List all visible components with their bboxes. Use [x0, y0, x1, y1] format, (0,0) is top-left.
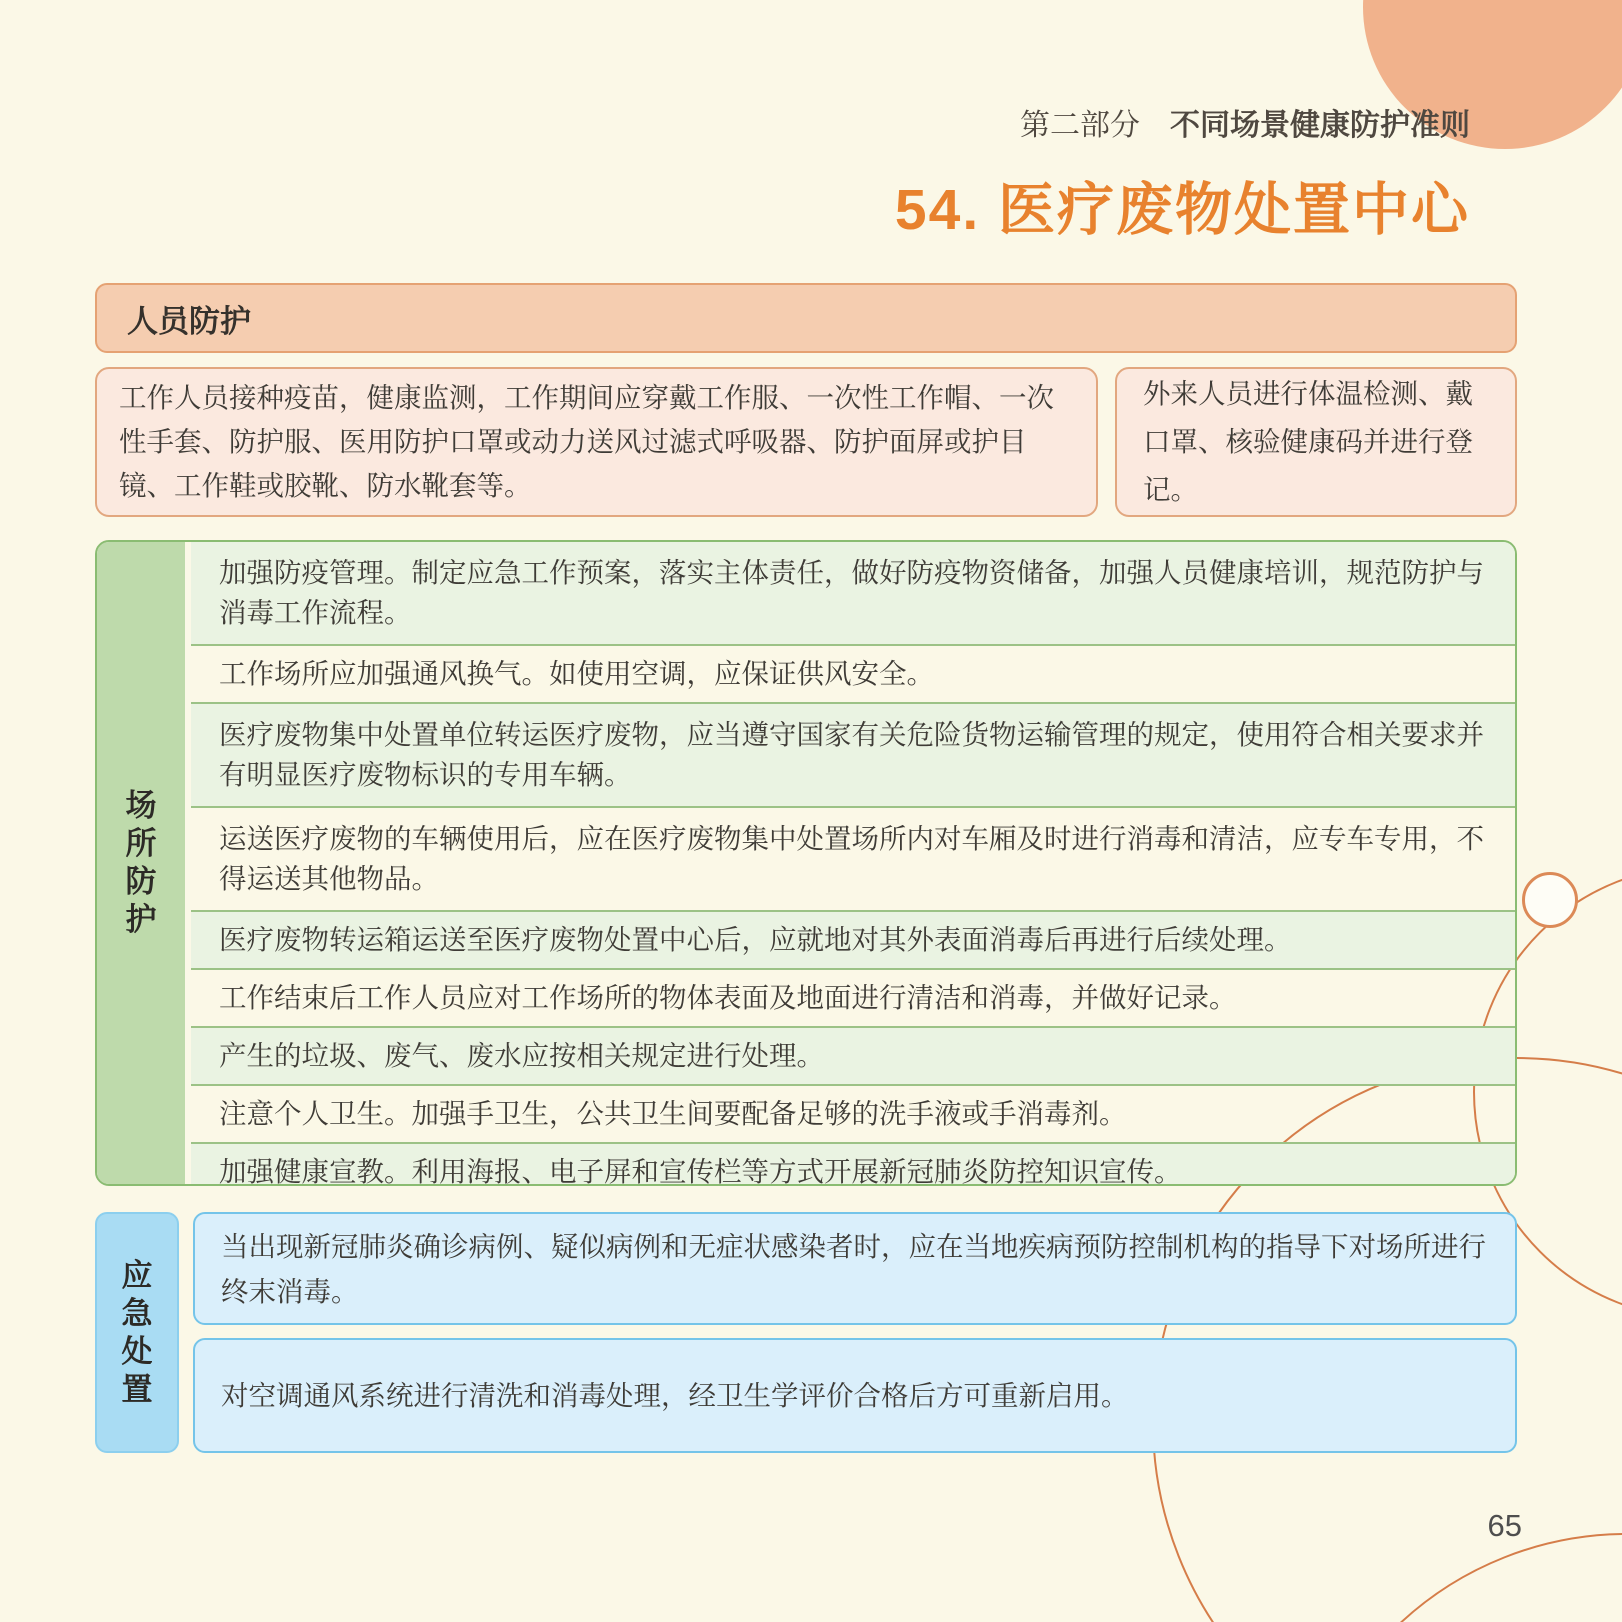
personnel-box-workers	[95, 367, 1098, 517]
site-label-char: 场	[125, 788, 157, 823]
emergency-box-disinfection-text: 当出现新冠肺炎确诊病例、疑似病例和无症状感染者时，应在当地疾病预防控制机构的指导下对场所进行终末消毒。	[221, 1230, 1486, 1307]
site-label-char: 护	[125, 902, 157, 937]
part-title: 不同场景健康防护准则	[1170, 109, 1470, 142]
page-title: 54. 医疗废物处置中心	[894, 178, 1470, 242]
personnel-box-visitors-text: 外来人员进行体温检测、戴口罩、核验健康码并进行登记。	[1143, 378, 1473, 505]
site-row	[191, 910, 1515, 968]
personnel-box-visitors	[1115, 367, 1517, 517]
personnel-heading: 人员防护	[127, 303, 251, 339]
site-row	[191, 702, 1515, 806]
site-protection-label	[97, 542, 185, 1184]
site-row	[191, 644, 1515, 702]
site-row-text: 注意个人卫生。加强手卫生，公共卫生间要配备足够的洗手液或手消毒剂。	[219, 1098, 1127, 1129]
emergency-box-hvac	[193, 1338, 1517, 1453]
site-row	[191, 1084, 1515, 1142]
site-row-text: 加强防疫管理。制定应急工作预案，落实主体责任，做好防疫物资储备，加强人员健康培训，规范防护与消毒工作流程。	[219, 557, 1484, 628]
small-ring-decoration	[1522, 872, 1578, 928]
site-row-text: 产生的垃圾、废气、废水应按相关规定进行处理。	[219, 1040, 824, 1071]
site-row	[191, 806, 1515, 910]
part-label: 第二部分	[1020, 109, 1140, 142]
emergency-section-label	[95, 1212, 179, 1453]
site-protection-table	[95, 540, 1517, 1186]
site-protection-rows	[191, 542, 1515, 1184]
emergency-label-char: 处	[121, 1333, 153, 1369]
site-row-text: 医疗废物转运箱运送至医疗废物处置中心后，应就地对其外表面消毒后再进行后续处理。	[219, 924, 1292, 955]
site-row-text: 工作结束后工作人员应对工作场所的物体表面及地面进行清洁和消毒，并做好记录。	[219, 982, 1237, 1013]
emergency-label-char: 急	[121, 1295, 153, 1331]
site-row-text: 医疗废物集中处置单位转运医疗废物，应当遵守国家有关危险货物运输管理的规定，使用符合相关要求并有明显医疗废物标识的专用车辆。	[219, 719, 1484, 790]
site-row-text: 工作场所应加强通风换气。如使用空调，应保证供风安全。	[219, 658, 934, 689]
site-row	[191, 542, 1515, 644]
running-header	[1020, 100, 1470, 144]
site-row	[191, 1142, 1515, 1186]
emergency-label-char: 置	[121, 1371, 153, 1407]
site-row-text: 运送医疗废物的车辆使用后，应在医疗废物集中处置场所内对车厢及时进行消毒和清洁，应专车专用，不得运送其他物品。	[219, 823, 1484, 894]
personnel-box-workers-text: 工作人员接种疫苗，健康监测，工作期间应穿戴工作服、一次性工作帽、一次性手套、防护服、医用防护口罩或动力送风过滤式呼吸器、防护面屏或护目镜、工作鞋或胶靴、防水靴套等。	[119, 382, 1054, 501]
site-row	[191, 968, 1515, 1026]
site-label-char: 防	[125, 864, 157, 899]
page-number: 65	[1487, 1508, 1522, 1543]
emergency-label-char: 应	[121, 1257, 153, 1293]
emergency-box-disinfection	[193, 1212, 1517, 1325]
site-row-text: 加强健康宣教。利用海报、电子屏和宣传栏等方式开展新冠肺炎防控知识宣传。	[219, 1156, 1182, 1186]
site-label-char: 所	[125, 826, 157, 861]
emergency-box-hvac-text: 对空调通风系统进行清洗和消毒处理，经卫生学评价合格后方可重新启用。	[221, 1380, 1129, 1411]
site-row	[191, 1026, 1515, 1084]
personnel-section-header	[95, 283, 1517, 353]
